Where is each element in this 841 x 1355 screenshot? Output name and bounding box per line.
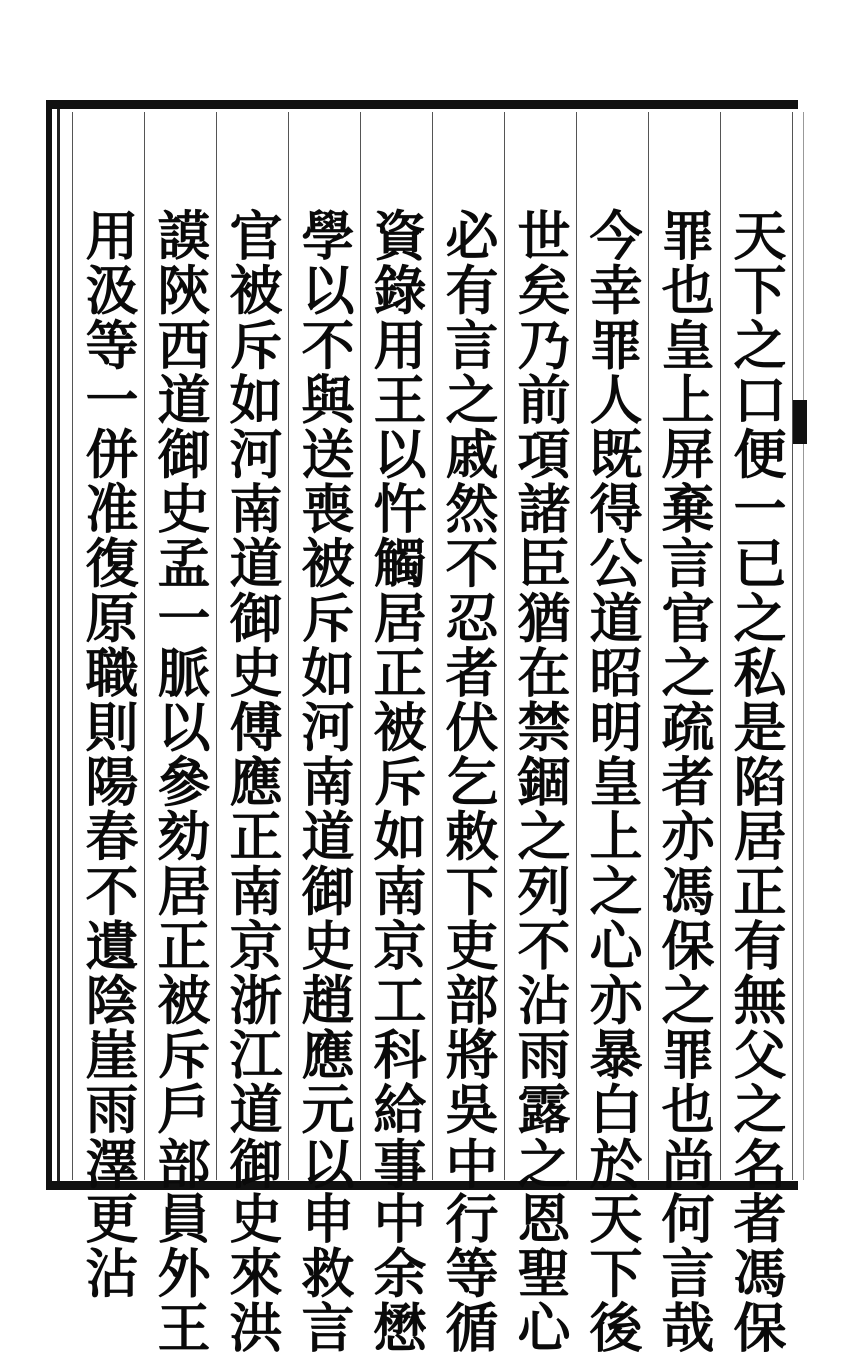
text-column-2: 罪也皇上屏棄言官之疏者亦馮保之罪也尚何言哉 (653, 208, 715, 1355)
column-rule (792, 112, 793, 1180)
text-block (72, 112, 794, 1355)
text-column-8: 官被斥如河南道御史傅應正南京浙江道御史來洪 (221, 208, 283, 1355)
text-column-9: 謨陝西道御史孟一脈以參劾居正被斥戶部員外王 (149, 208, 211, 1355)
text-column-1: 天下之口便一已之私是陷居正有無父之名者馮保 (725, 208, 787, 1355)
fold-mark (793, 400, 807, 444)
text-column-7: 學以不與送喪被斥如河南道御史趙應元以申救言 (293, 208, 355, 1355)
text-column-10: 用汲等一併准復原職則陽春不遺陰崖雨澤更沾 (77, 208, 139, 1300)
frame-inner-rule (57, 109, 60, 1181)
text-column-5: 必有言之戚然不忍者伏乞敕下吏部將吳中行等循 (437, 208, 499, 1355)
fold-line (803, 112, 804, 1180)
text-column-6: 資錄用王以忤觸居正被斥如南京工科給事中余懋 (365, 208, 427, 1355)
text-column-4: 世矣乃前項諸臣猶在禁錮之列不沾雨露之恩聖心 (509, 208, 571, 1355)
text-column-3: 今幸罪人既得公道昭明皇上之心亦暴白於天下後 (581, 208, 643, 1355)
